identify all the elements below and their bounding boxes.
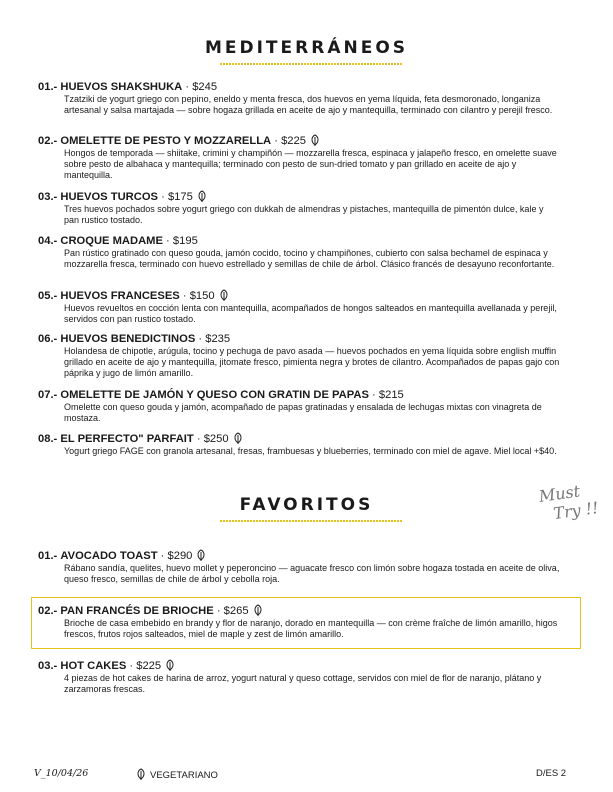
item-price: $175	[167, 191, 193, 203]
section-title-mediterraneos: MEDITERRÁNEOS	[204, 38, 409, 58]
item-name: OMELETTE DE JAMÓN Y QUESO CON GRATIN DE PAPAS	[60, 389, 369, 401]
menu-item: 06.- HUEVOS BENEDICTINOS · $235 Holandesa de chipotle, arúgula, tocino y pechuga de pavo asada — huevos pochados en yema líquida sobre english muffin grillado en aceite de ajo y mantequilla, jitomate fresco, pimienta negra y brotes de cilantro. Acompañados de papas gajo con páprika y jugo de limón amarillo.	[38, 333, 560, 379]
item-price: $195	[172, 235, 198, 247]
leaf-icon	[136, 768, 146, 780]
item-name: OMELETTE DE PESTO Y MOZZARELLA	[60, 135, 272, 147]
menu-item: 01.- HUEVOS SHAKSHUKA · $245 Tzatziki de yogurt griego con pepino, eneldo y menta fresca, dos huevos en yema líquida, feta desmoronado, longaniza artesanal y salsa martajada — sobre hogaza grillada en aceite de ajo y mantequilla, terminado con cilantro y perejil fresco.	[38, 80, 560, 116]
item-description: Hongos de temporada — shiitake, crimini y champiñón — mozzarella fresca, espinaca y jalapeño fresco, en omelette suave sobre pesto de albahaca y mantequilla; terminado con pesto de sun-dried tomato y pan grillado en aceite de ajo y mantequilla.	[64, 148, 557, 181]
item-name: CROQUE MADAME	[60, 235, 163, 247]
item-name: EL PERFECTO" PARFAIT	[60, 433, 194, 445]
menu-item: 04.- CROQUE MADAME · $195 Pan rústico gratinado con queso gouda, jamón cocido, tocino y champiñones, cubierto con salsa bechamel de espinaca y mozzarella fresca, terminado con huevo estrellado y semillas de chile de árbol. Clásico francés de desayuno reconfortante.	[38, 234, 560, 270]
item-description: Brioche de casa embebido en brandy y flor de naranjo, dorado en mantequilla — con crème fraîche de limón amarillo, higos frescos, frutos rojos salteados, miel de maple y zest de limón amarillo.	[64, 618, 558, 640]
menu-item: 02.- PAN FRANCÉS DE BRIOCHE · $265 Brioche de casa embebido en brandy y flor de naranjo, dorado en mantequilla — con crème fraîche de limón amarillo, higos frescos, frutos rojos salteados, miel de maple y zest de limón amarillo.	[38, 604, 560, 640]
item-name: HUEVOS FRANCESES	[60, 290, 180, 302]
item-name: HUEVOS BENEDICTINOS	[60, 333, 196, 345]
item-number: 05.-	[38, 290, 58, 302]
section-title-favoritos: FAVORITOS	[239, 495, 374, 515]
leaf-icon	[233, 432, 243, 444]
leaf-icon	[310, 134, 320, 146]
item-price: $265	[223, 605, 249, 617]
callout-line: Try !!	[552, 498, 600, 524]
menu-item: 02.- OMELETTE DE PESTO Y MOZZARELLA · $225 Hongos de temporada — shiitake, crimini y champiñón — mozzarella fresca, espinaca y jalapeño fresco, en omelette suave sobre pesto de albahaca y mantequilla; terminado con pesto de sun-dried tomato y pan grillado en aceite de ajo y mantequilla.	[38, 134, 560, 182]
item-price: $250	[203, 433, 229, 445]
item-price: $225	[136, 660, 162, 672]
item-number: 07.-	[38, 389, 58, 401]
menu-item: 03.- HOT CAKES · $225 4 piezas de hot cakes de harina de arroz, yogurt natural y queso cottage, servidos con miel de flor de naranjo, plátano y zarzamoras frescas.	[38, 659, 560, 695]
vegetarian-legend	[136, 768, 218, 781]
item-name: HUEVOS SHAKSHUKA	[60, 81, 183, 93]
item-name: PAN FRANCÉS DE BRIOCHE	[60, 605, 214, 617]
item-number: 06.-	[38, 333, 58, 345]
leaf-icon	[165, 659, 175, 671]
item-number: 04.-	[38, 235, 58, 247]
menu-item: 05.- HUEVOS FRANCESES · $150 Huevos revueltos en cocción lenta con mantequilla, acompañados de hongos salteados en mantequilla avellanada y perejil, servidos con pan rustico tostado.	[38, 289, 560, 325]
item-description: Tres huevos pochados sobre yogurt griego con dukkah de almendras y pistaches, mantequilla de pimentón dulce, kale y pan rustico tostado.	[64, 204, 544, 226]
menu-item: 08.- EL PERFECTO" PARFAIT · $250 Yogurt griego FAGE con granola artesanal, fresas, frambuesas y blueberries, terminado con miel de agave. Miel local +$40.	[38, 432, 560, 457]
item-description: Tzatziki de yogurt griego con pepino, eneldo y menta fresca, dos huevos en yema líquida, feta desmoronado, longaniza artesanal y salsa martajada — sobre hogaza grillada en aceite de ajo y mantequilla, terminado con cilantro y perejil fresco.	[64, 94, 553, 116]
item-name: AVOCADO TOAST	[60, 550, 158, 562]
leaf-icon	[196, 549, 206, 561]
item-price: $245	[192, 81, 218, 93]
item-description: Yogurt griego FAGE con granola artesanal, fresas, frambuesas y blueberries, terminado con miel de agave. Miel local +$40.	[64, 446, 557, 456]
item-number: 03.-	[38, 660, 58, 672]
page-label: D/ES 2	[536, 768, 567, 779]
version-label: V_10/04/26	[34, 768, 89, 779]
item-name: HOT CAKES	[60, 660, 127, 672]
item-price: $225	[281, 135, 306, 147]
item-number: 03.-	[38, 191, 58, 203]
menu-item: 01.- AVOCADO TOAST · $290 Rábano sandía, quelites, huevo mollet y peperoncino — aguacate fresco con limón sobre hogaza tostada en aceite de oliva, queso fresco, semillas de chile de árbol y cebolla roja.	[38, 550, 560, 585]
must-try-callout	[538, 479, 600, 525]
item-description: Rábano sandía, quelites, huevo mollet y peperoncino — aguacate fresco con limón sobre hogaza tostada en aceite de oliva, queso fresco, semillas de chile de árbol y cebolla roja.	[64, 563, 560, 585]
callout-line: Must	[537, 481, 582, 506]
menu-item: 07.- OMELETTE DE JAMÓN Y QUESO CON GRATIN DE PAPAS · $215 Omelette con queso gouda y jamón, acompañado de papas gratinadas y ensalada de lechugas mixtas con vinagreta de mostaza.	[38, 388, 560, 424]
item-number: 01.-	[38, 81, 58, 93]
item-description: 4 piezas de hot cakes de harina de arroz, yogurt natural y queso cottage, servidos con miel de flor de naranjo, plátano y zarzamoras frescas.	[64, 673, 542, 695]
item-number: 08.-	[38, 433, 58, 445]
leaf-icon	[197, 190, 207, 202]
legend-label: VEGETARIANO	[150, 770, 218, 781]
item-description: Omelette con queso gouda y jamón, acompañado de papas gratinadas y ensalada de lechugas mixtas con vinagreta de mostaza.	[64, 402, 542, 424]
item-description: Holandesa de chipotle, arúgula, tocino y pechuga de pavo asada — huevos pochados en yema líquida sobre english muffin grillado en aceite de ajo y mantequilla, jitomate fresco, pimienta negra y brotes de cilantro. Acompañados de papas gajo con páprika y jugo de limón amarillo.	[64, 346, 560, 379]
item-name: HUEVOS TURCOS	[60, 191, 158, 203]
item-price: $290	[167, 550, 193, 562]
item-price: $215	[378, 389, 404, 401]
item-number: 02.-	[38, 135, 58, 147]
item-number: 02.-	[38, 605, 58, 617]
item-price: $150	[189, 290, 215, 302]
item-description: Pan rústico gratinado con queso gouda, jamón cocido, tocino y champiñones, cubierto con salsa bechamel de espinaca y mozzarella fresca, terminado con huevo estrellado y semillas de chile de árbol. Clásico francés de desayuno reconfortante.	[64, 248, 555, 270]
leaf-icon	[253, 604, 263, 616]
title-underline	[220, 520, 402, 522]
item-description: Huevos revueltos en cocción lenta con mantequilla, acompañados de hongos salteados en mantequilla avellanada y perejil, servidos con pan rustico tostado.	[64, 303, 557, 325]
leaf-icon	[219, 289, 229, 301]
menu-item: 03.- HUEVOS TURCOS · $175 Tres huevos pochados sobre yogurt griego con dukkah de almendras y pistaches, mantequilla de pimentón dulce, kale y pan rustico tostado.	[38, 190, 560, 226]
item-number: 01.-	[38, 550, 58, 562]
item-price: $235	[205, 333, 231, 345]
title-underline	[220, 63, 402, 65]
